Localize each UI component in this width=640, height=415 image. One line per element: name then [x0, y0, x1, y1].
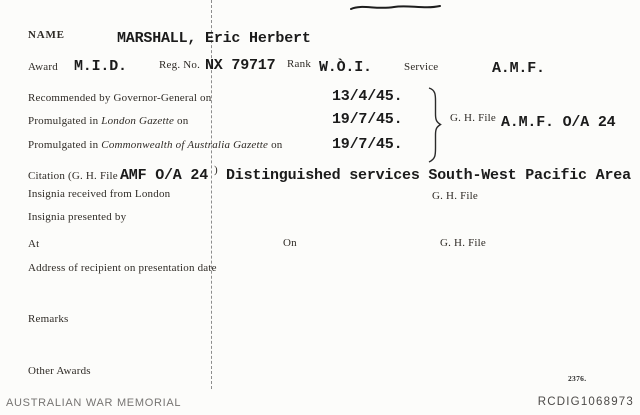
- insignia-presented-label: Insignia presented by: [28, 211, 127, 223]
- other-awards-label: Other Awards: [28, 365, 91, 377]
- gazette-cwlth-date: 19/7/45.: [332, 136, 403, 153]
- ghfile-presentation-label: G. H. File: [440, 237, 486, 249]
- footer-record-id: RCDIG1068973: [537, 396, 634, 408]
- recommended-label: Recommended by Governor-General on: [28, 92, 212, 104]
- rank-value: W.Ò.I.: [319, 59, 372, 76]
- address-label: Address of recipient on presentation date: [28, 262, 217, 274]
- cwlth-gazette-italic: Commonwealth of Australia Gazette: [101, 139, 269, 151]
- london-gazette-italic: London Gazette: [101, 115, 175, 127]
- citation-label: Citation (G. H. File: [28, 170, 118, 182]
- citation-file-value: AMF O/A 24: [120, 167, 209, 184]
- name-value: MARSHALL, Eric Herbert: [117, 30, 311, 47]
- ink-stroke-mark: [350, 1, 442, 13]
- form-number: 2376.: [568, 374, 587, 383]
- recommended-date: 13/4/45.: [332, 88, 403, 105]
- gazette-london-label: Promulgated in London Gazette on: [28, 115, 189, 127]
- regno-value: NX 79717: [205, 57, 276, 74]
- insignia-received-label: Insignia received from London: [28, 188, 171, 200]
- ghfile-dates-value: A.M.F. O/A 24: [501, 114, 616, 131]
- rank-label: Rank: [287, 58, 312, 70]
- gazette-london-date: 19/7/45.: [332, 111, 403, 128]
- footer-institution-label: AUSTRALIAN WAR MEMORIAL: [6, 397, 182, 409]
- service-value: A.M.F.: [492, 60, 545, 77]
- citation-paren: ): [214, 164, 218, 176]
- brace-icon: [427, 87, 443, 163]
- service-label: Service: [404, 61, 439, 73]
- award-label: Award: [28, 61, 58, 73]
- at-label: At: [28, 238, 40, 250]
- name-label: NAME: [28, 29, 65, 41]
- citation-text: Distinguished services South-West Pacific Area: [226, 167, 631, 184]
- regno-label: Reg. No.: [159, 59, 201, 71]
- gazette-cwlth-label: Promulgated in Commonwealth of Australia Gazette on: [28, 139, 283, 151]
- ghfile-dates-label: G. H. File: [450, 112, 496, 124]
- on-label: On: [283, 237, 297, 249]
- remarks-label: Remarks: [28, 313, 69, 325]
- ghfile-insignia-label: G. H. File: [432, 190, 478, 202]
- award-value: M.I.D.: [74, 58, 127, 75]
